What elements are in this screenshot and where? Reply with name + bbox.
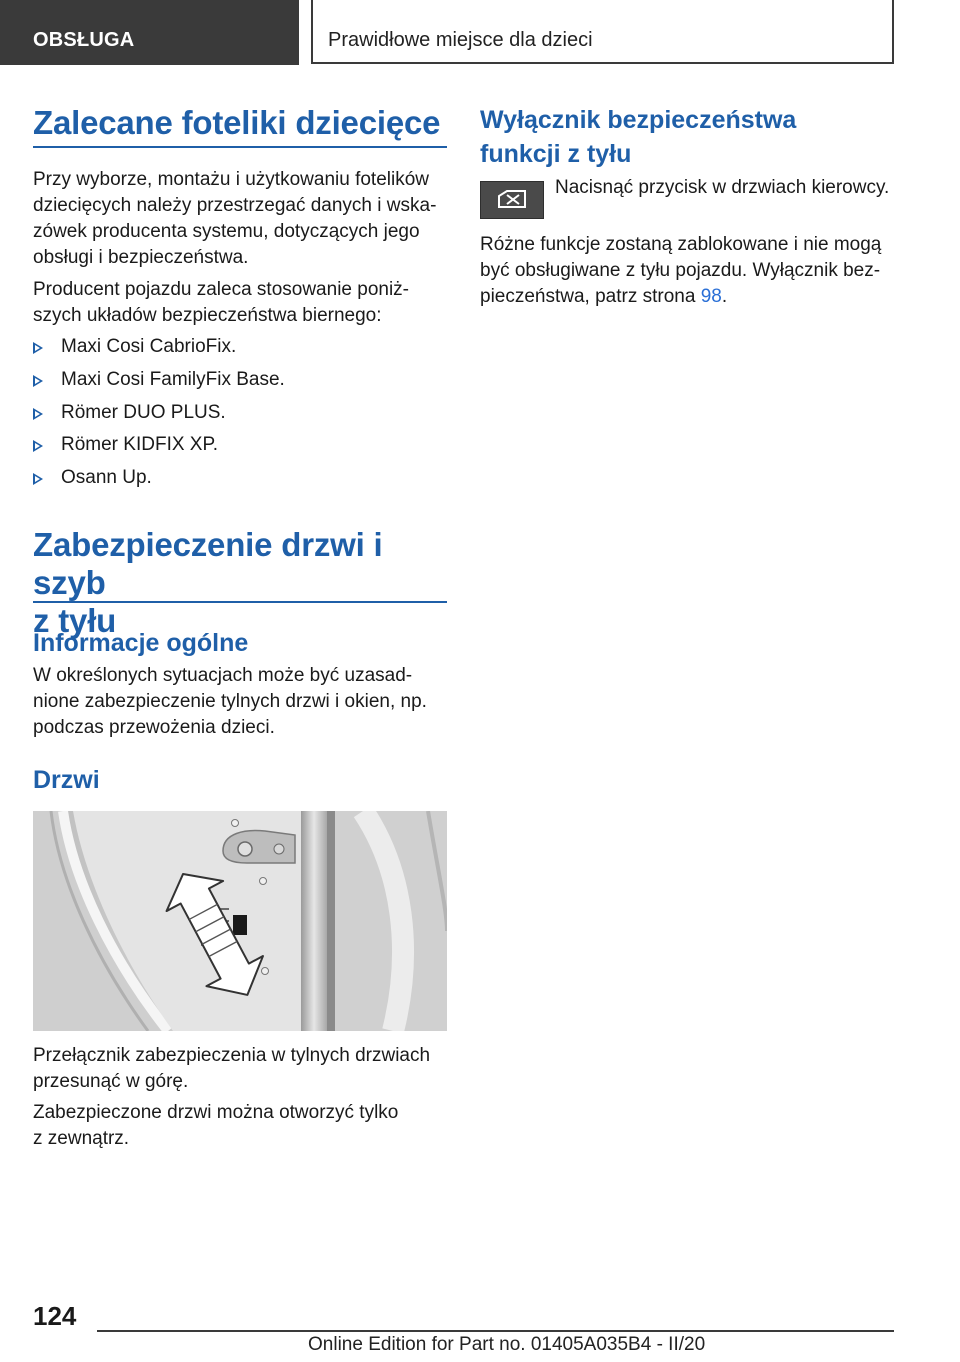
footer-rule <box>97 1330 894 1332</box>
text-line: Zabezpieczone drzwi można otworzyć tylko <box>33 1102 399 1123</box>
bullet-triangle-icon <box>33 342 43 354</box>
window-lock-icon-svg <box>481 182 543 218</box>
bullet-triangle-icon <box>33 408 43 420</box>
text-line: dziecięcych należy przestrzegać danych i wska- <box>33 195 437 216</box>
heading-doors <box>33 764 447 796</box>
text-line: Różne funkcje zostaną zablokowane i nie mogą <box>480 234 882 255</box>
door-illustration-svg <box>33 811 447 1031</box>
text-fragment: . <box>721 286 728 307</box>
heading-general-info <box>33 627 447 659</box>
bullet-triangle-icon <box>33 375 43 387</box>
paragraph-recommendation <box>33 277 447 329</box>
bullet-triangle-icon <box>33 473 43 485</box>
text-line <box>480 284 894 310</box>
heading-safety-switch <box>480 103 894 171</box>
text-line: szych układów bezpieczeństwa biernego: <box>33 305 382 326</box>
text-fragment: pieczeństwa, patrz strona <box>480 286 701 307</box>
heading-rule <box>33 601 447 603</box>
heading-line: z tyłu <box>33 602 117 639</box>
edition-text: Online Edition for Part no. 01405A035B4 - II/20 <box>308 1334 706 1355</box>
text-line: zówek producenta systemu, dotyczących jego <box>33 221 420 242</box>
heading-doors-text: Drzwi <box>33 766 100 794</box>
heading-child-seats-text: Zalecane foteliki dziecięce <box>33 104 441 141</box>
window-lock-icon <box>480 181 544 219</box>
chapter-label: Prawidłowe miejsce dla dzieci <box>328 29 593 51</box>
section-tab <box>0 0 299 65</box>
press-button-text: Nacisnąć przycisk w drzwiach kierowcy. <box>555 177 890 198</box>
page-reference-link[interactable]: 98 <box>700 286 722 307</box>
paragraph-switch-instruction <box>33 1043 447 1095</box>
text-line: Przełącznik zabezpieczenia w tylnych drzwiach <box>33 1045 431 1066</box>
chapter-tab <box>311 0 894 64</box>
text-line: być obsługiwane z tyłu pojazdu. Wyłącznik bez- <box>480 260 881 281</box>
heading-child-seats <box>33 104 447 142</box>
text-line: przesunąć w górę. <box>33 1071 189 1092</box>
paragraph-general-info <box>33 663 447 741</box>
text-line: Producent pojazdu zaleca stosowanie poniż- <box>33 279 410 300</box>
text-line: obsługi i bezpieczeństwa. <box>33 247 249 268</box>
heading-door-locks <box>33 526 447 640</box>
list-item-text: Römer DUO PLUS. <box>61 402 226 423</box>
text-line: Przy wyborze, montażu i użytkowaniu fotelików <box>33 169 429 190</box>
text-line: W określonych sytuacjach może być uzasad- <box>33 665 413 686</box>
section-label: OBSŁUGA <box>33 29 135 51</box>
list-item-text: Maxi Cosi CabrioFix. <box>61 336 237 357</box>
door-child-lock-illustration <box>33 811 447 1031</box>
press-button-instruction <box>555 175 894 201</box>
list-item-text: Maxi Cosi FamilyFix Base. <box>61 369 285 390</box>
paragraph-functions-locked <box>480 232 894 310</box>
paragraph-open-from-outside <box>33 1100 447 1152</box>
heading-line: Zabezpieczenie drzwi i szyb <box>33 526 383 601</box>
page-number: 124 <box>33 1301 77 1331</box>
paragraph-seat-guidelines <box>33 167 447 271</box>
heading-rule <box>33 146 447 148</box>
text-line: podczas przewożenia dzieci. <box>33 717 275 738</box>
text-line: z zewnątrz. <box>33 1128 130 1149</box>
heading-line: funkcji z tyłu <box>480 140 632 168</box>
list-item-text: Römer KIDFIX XP. <box>61 434 218 455</box>
list-item-text: Osann Up. <box>61 467 152 488</box>
heading-general-info-text: Informacje ogólne <box>33 629 249 657</box>
bullet-triangle-icon <box>33 440 43 452</box>
text-line: nione zabezpieczenie tylnych drzwi i okien, np. <box>33 691 427 712</box>
heading-line: Wyłącznik bezpieczeństwa <box>480 106 797 134</box>
